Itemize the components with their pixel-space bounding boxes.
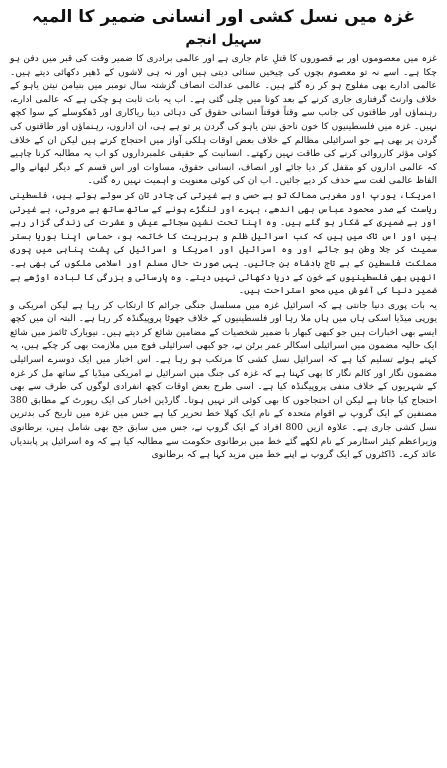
article-paragraph: غزہ میں معصوموں اور بے قصوروں کا قتلِ عام جاری ہے اور عالمی برادری کا ضمیر وقت کی قبر میں دفن ہو چکا ہے۔ اسے نہ تو معصوم بچوں کی چیخیں سنائی دیتی ہیں اور نہ ہی لاشوں کے ڈھیر دکھائی دیتے ہیں۔ عالمی ادارے بھی مفلوج ہو کر رہ گئے ہیں۔ عالمی عدالت انصاف گزشتہ سال نومبر میں بنیامن نیتن یاہو کے خلاف وارنٹ گرفتاری جاری کرنے کے بعد کونا میں چلی گئی ہے۔ اب یہ بات ثابت ہو چکی ہے کہ عالمی ادارے، رہنماؤں اور طاقتوں کی جانب سے وقتاً فوقتاً انسانی حقوق کی دہائی دینا ریاکاری اور ڈھکوسلے کے سوا کچھ نہیں۔ غزہ میں فلسطینیوں کا خون ناحق نیتن یاہو کی گردن پر تو ہے ہی، ان اداروں، رہنماؤں اور طاقتوں کی گردن پر بھی ہے جو اسرائیلی مظالم کے خلاف بعض اوقات ہلکی آواز میں احتجاج کرتے ہیں لیکن ان کے خلاف کوئی مؤثر کارروائی کرنے کی طاقت نہیں رکھتے۔ انسانیت کے حقیقی علمبرداروں کو اب یہ مطالبہ کرنا چاہیے کہ عالمی اداروں کو مقفل کر دیا جائے اور انصاف، انسانی حقوق، مساوات اور اس قسم کے دیگر لبھانے والے الفاظ عالمی لغت سے حذف کر دیے جائیں۔ اب ان کی کوئی معنویت و اہمیت نہیں رہ گئی۔ [10,53,437,187]
article-paragraph: امریکا، یورپ اور مغربی ممالک تو بے حسی و بے غیرتی کی چادر تان کر سوئے ہوئے ہیں، فلسطینی ریاست کے صدر محمود عباس بھی اندھے، بہرے اور لنگڑے ہونے کے ساتھ ساتھ بے مروتی، بے غیرتی اور بے ضمیری کے شکار ہو گئے ہیں۔ وہ اپنا تحت نشین سجائے عیش و عشرت کی زندگی گزار رہے ہیں اور اس تاک میں ہیں کہ کب اسرائیل ظلم و بربریت کا خاتمہ ہو، حماس اپنا بوریا بستر سمیت کر جلا وطن ہو جائے اور وہ اسرائیل اور امریکا و اسرائیل کی پشت پناہی میں پوری مملکت فلسطین کے بے تاج بادشاہ بن جائیں۔ یہی صورت حال مسلم اور اسلامی ملکوں کی بھی ہے۔ انھیں بھی فلسطینیوں کے خون کے دریا دکھائی نہیں دیتے۔ وہ پارسائی و بزرگی کا لبادہ اوڑھے بے ضمیر دنیا کی آغوش میں محو استراحت ہیں۔ [10,189,437,297]
article-author: سہیل انجم [185,32,262,48]
article-body [10,52,437,462]
article-paragraph: یہ بات پوری دنیا جانتی ہے کہ اسرائیل غزہ میں مسلسل جنگی جرائم کا ارتکاب کر رہا ہے لیکن امریکی و یورپی میڈیا اسکی ہاں میں ہاں ملا رہا اور فلسطینیوں کے خلاف جھوٹا پروپیگنڈہ کر رہا ہے۔ البتہ ان میں کچھ ایسے بھی اخبارات ہیں جو کبھی کبھار با ضمیر شخصیات کے مضامین شائع کر دیتے ہیں۔ نیویارک ٹائمز میں شائع ایک حالیہ مضمون میں اسرائیلی اسکالر عمر برٹن نے، جو کبھی اسرائیلی فوج میں ملازمت بھی کر چکے ہیں، یہ کہتے ہوئے تسلیم کیا ہے کہ اسرائیل نسل کشی کا مرتکب ہو رہا ہے۔ اس اخبار میں ایک دوسرے اسرائیلی مضمون نگار اور کالم نگار کا بھی کہنا ہے کہ غزہ کی جنگ میں اسرائیل نے امریکی میڈیا کے ساتھ مل کر غزہ کے شہریوں کے خلاف منفی پروپیگنڈہ کیا ہے۔ اسی طرح بعض اوقات کچھ انفرادی لوگوں کی طرف سے بھی احتجاج کیا جاتا ہے لیکن ان احتجاجوں کا بھی کوئی اثر نہیں ہوتا۔ گارڈین اخبار کی ایک رپورٹ کے مطابق 380 مصنفین کے ایک گروپ نے اقوام متحدہ کے نام ایک کھلا خط تحریر کیا ہے جس میں غزہ میں تاریخ کی بدترین نسل کشی جاری ہے۔ علاوہ ازیں 800 افراد کے ایک گروپ نے، جس میں سابق جج بھی شامل ہیں، برطانوی وزیراعظم کیئر اسٹارمر کے نام لکھے گئے خط میں برطانوی حکومت سے مطالبہ کیا ہے کہ وہ اسرائیل پر پابندیاں عائد کرے۔ ڈاکٹروں کے ایک گروپ نے اپنے خط میں مزید کہا ہے کہ برطانوی [10,299,437,461]
article-title: غزہ میں نسل کشی اور انسانی ضمیر کا المیہ [31,7,416,27]
